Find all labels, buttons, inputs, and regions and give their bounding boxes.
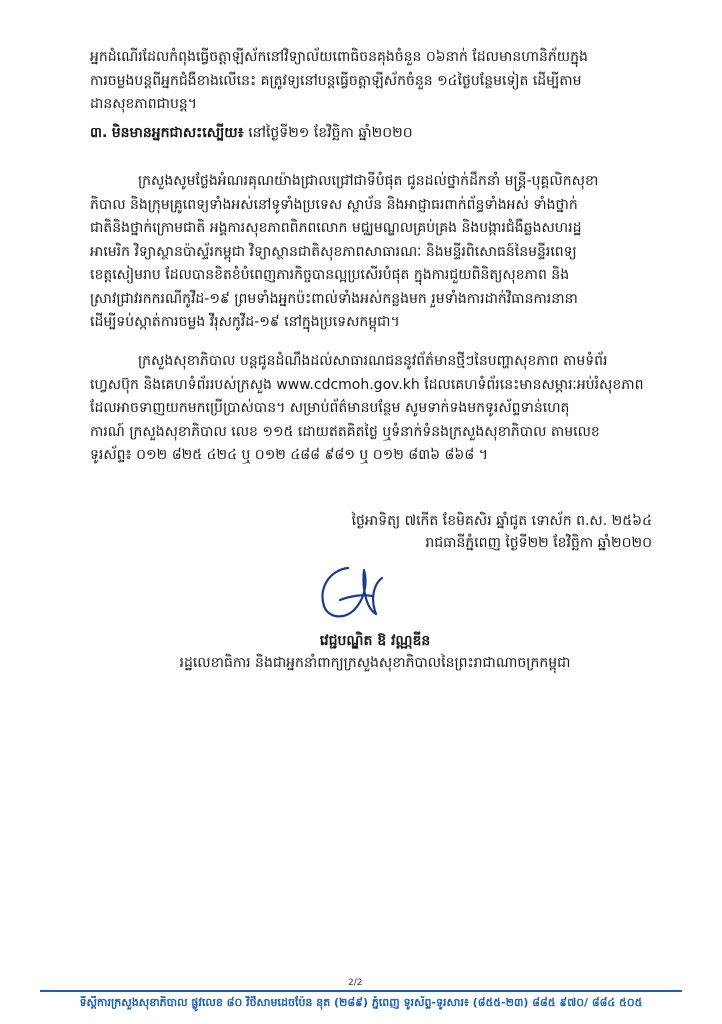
text-line: អ្នកដំណើរដែលកំពុងធ្វើចត្តាឡីស័កនៅវិទ្យាល័យពោធិចនគុងចំនួន ០៦នាក់ ដែលមានហានិភ័យក្នុង bbox=[90, 49, 588, 65]
text-line: ហ្វេសប៊ុក និងគេហទំព័ររបស់ក្រសួង www.cdcmoh.gov.kh ដែលគេហទំព័រនេះមានសម្ភារៈអប់រំសុខភាព bbox=[90, 376, 644, 393]
text-line: ជាតិនិងថ្នាក់ក្រោមជាតិ អង្គការសុខភាពពិភពលោក មជ្ឈមណ្ឌលគ្រប់គ្រង និងបង្ការជំងឺឆ្លងសហរដ្ឋ bbox=[90, 220, 582, 236]
signature bbox=[310, 560, 400, 626]
thanks-paragraph bbox=[90, 170, 660, 335]
signatory-block bbox=[90, 630, 660, 674]
text-line: ខេត្តសៀមរាប ដែលបានខិតខំបំពេញភារកិច្ចបានល្អប្រសើរបំផុត ក្នុងការជួយពិនិត្យសុខភាព និង bbox=[90, 267, 570, 283]
section-number: ៣. bbox=[90, 125, 108, 141]
footer-divider bbox=[40, 990, 682, 992]
lunar-date: ថ្ងៃអាទិត្យ ៧កើត ខែមិគសិរ ឆ្នាំជូត ទោស័ក ព.ស. ២៥៦៤ bbox=[351, 513, 652, 529]
section-3-heading bbox=[90, 122, 660, 146]
text-line: ស្រាវជ្រាវរកករណីកូវីដ-១៩ ព្រមទាំងអ្នកប៉ះពាល់ទាំងអស់កន្លងមក រួមទាំងការដាក់វិធានការនានា bbox=[90, 290, 578, 307]
footer-address: ទីស្តីការក្រសួងសុខាភិបាល ផ្លូវលេខ ៨០ វិថីសាមដេចប៉ែន នុត (២៨៩) ភ្នំពេញ ទូរស័ព្ទ-ទូរសារ៖ (៨៥៥-២៣) ៨៨៥ ៩៧០/ ៨៨៤ ៥០៥ bbox=[79, 996, 643, 1009]
date-block bbox=[352, 510, 652, 554]
text-line: អាមេរិក វិទ្យាស្ថានប៉ាស្ទ័រកម្ពុជា វិទ្យាស្ថានជាតិសុខភាពសាធារណៈ និងមន្ទីរពិសោធន៍នៃមន្ទីរពេទ្យ bbox=[90, 243, 577, 260]
text-line: ក្រសួងសូមថ្លែងអំណរគុណយ៉ាងជ្រាលជ្រៅជាទីបំផុត ជូនដល់ថ្នាក់ដឹកនាំ មន្ត្រី-បុគ្គលិកសុខា bbox=[138, 173, 599, 189]
signatory-name: វេជ្ជបណ្ឌិត ឱ វណ្ណឌីន bbox=[319, 633, 431, 649]
text-line: ក្រសួងសុខាភិបាល បន្តជូនដំណឹងដល់សាធារណជននូវព័ត៌មានថ្មីៗនៃបញ្ហាសុខភាព តាមទំព័រ bbox=[138, 353, 608, 369]
text-line: ការណ៍ ក្រសួងសុខាភិបាល លេខ ១១៥ ដោយឥតគិតថ្លៃ ឬទំនាក់ទំនងក្រសួងសុខាភិបាល តាមលេខ bbox=[90, 423, 600, 440]
section-title: មិនមានអ្នកជាសះស្បើយ៖ bbox=[111, 125, 244, 141]
text-line: ដើម្បីទប់ស្កាត់ការចម្លង វីរុសកូវីដ-១៩ នៅក្នុងប្រទេសកម្ពុជា។ bbox=[90, 314, 400, 330]
text-line: ទូរស័ព្ទ៖ ០១២ ៨២៥ ៤២៤ ឬ ០១២ ៤៨៨ ៩៨១ ឬ ០១២ ៨៣៦ ៨៦៨ ។ bbox=[90, 447, 488, 463]
text-line: ភិបាល និងក្រុមគ្រូពេទ្យទាំងអស់នៅទូទាំងប្រទេស ស្ថាប័ន និងអាជ្ញាធរពាក់ព័ន្ធទាំងអស់ ទាំងថ្នាក់ bbox=[90, 196, 578, 213]
text-line: ដានសុខភាពជាបន្ត។ bbox=[90, 96, 197, 112]
city-date: រាជធានីភ្នំពេញ ថ្ងៃទី២២ ខែវិច្ឆិកា ឆ្នាំ២០២០ bbox=[425, 535, 652, 551]
text-line: ការចម្លងបន្តពីអ្នកជំងឺខាងលើនេះ គត្រូវទ្យនៅបន្តធ្វើចត្តាឡីស័កចំនួន ១៤ថ្ងៃបន្ថែមទៀត ដើម្បីតាម bbox=[90, 72, 582, 89]
page-number: 2/2 bbox=[348, 978, 363, 988]
intro-paragraph bbox=[90, 46, 660, 117]
text-line: ដែលអាចទាញយកមកប្រើប្រាស់បាន។ សម្រាប់ព័ត៌មានបន្ថែម សូមទាក់ទងមកទូរស័ព្ទទាន់ហេតុ bbox=[90, 400, 570, 416]
section-date: នៅថ្ងៃទី២១ ខែវិច្ឆិកា ឆ្នាំ២០២០ bbox=[248, 125, 413, 141]
signatory-title: រដ្ឋលេខាធិការ និងជាអ្នកនាំពាក្យក្រសួងសុខាភិបាលនៃព្រះរាជាណាចក្រកម្ពុជា bbox=[179, 655, 571, 671]
info-paragraph bbox=[90, 350, 660, 468]
